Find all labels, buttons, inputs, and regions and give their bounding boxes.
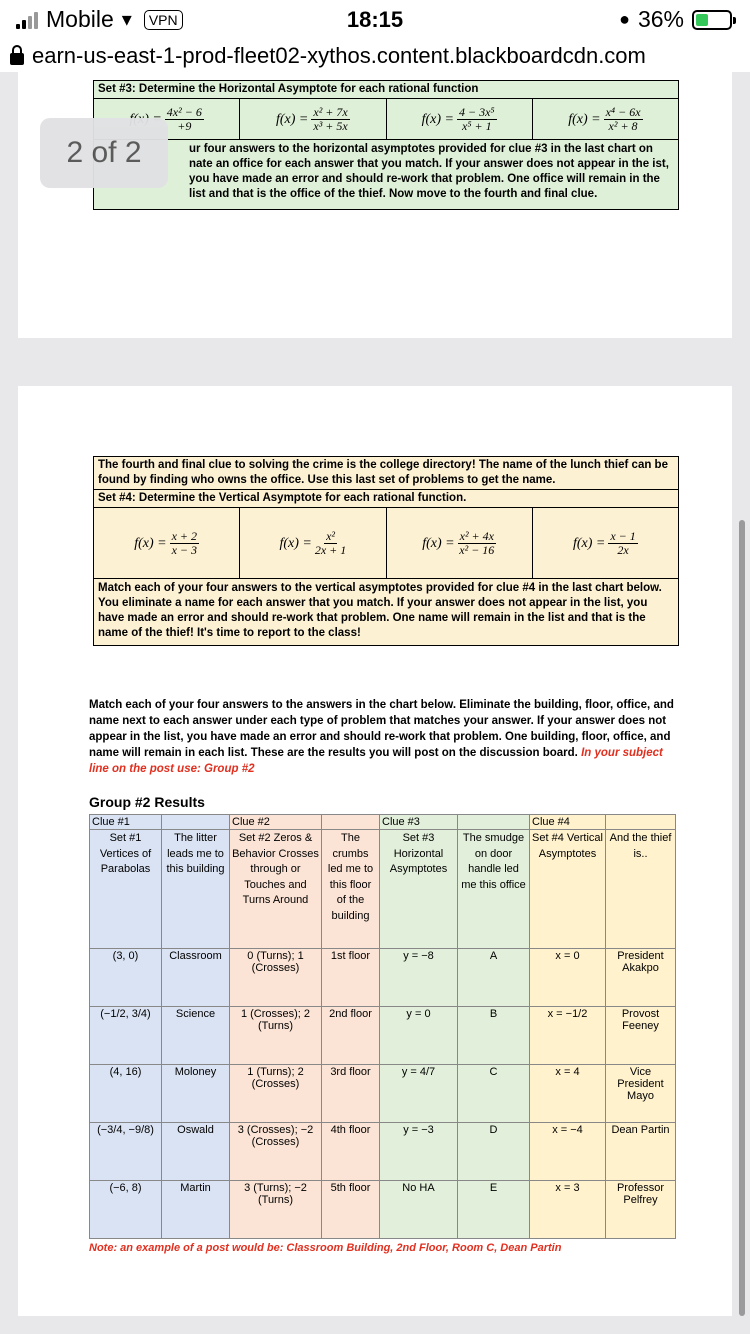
- table-cell: A: [458, 949, 530, 1007]
- column-description: The crumbs led me to this floor of the building: [322, 830, 380, 949]
- table-cell: B: [458, 1007, 530, 1065]
- clue-header: Clue #4: [530, 815, 606, 830]
- table-cell: 3 (Turns); −2 (Turns): [230, 1181, 322, 1239]
- table-cell: 3rd floor: [322, 1065, 380, 1123]
- table-cell: C: [458, 1065, 530, 1123]
- column-description: Set #3 Horizontal Asymptotes: [380, 830, 458, 949]
- table-cell: Classroom: [162, 949, 230, 1007]
- results-title: Group #2 Results: [89, 794, 205, 810]
- set3-box: [93, 80, 679, 210]
- table-cell: 1st floor: [322, 949, 380, 1007]
- address-bar[interactable]: [0, 40, 750, 72]
- set4-box: [93, 456, 679, 646]
- table-cell: Martin: [162, 1181, 230, 1239]
- table-cell: D: [458, 1123, 530, 1181]
- table-cell: 2nd floor: [322, 1007, 380, 1065]
- clue-header: [162, 815, 230, 830]
- set3-instructions: ur four answers to the horizontal asymptotes provided for clue #3 in the last chart on nate an office for each answer that you match. If your answer does not appear in the ist, you have made an error and should re-work that problem. One office will remain in the list and that is the office of the thief. Now move to the fourth and final clue.: [189, 143, 669, 200]
- table-row: [90, 1007, 676, 1065]
- column-description: Set #1 Vertices of Parabolas: [90, 830, 162, 949]
- set4-instructions: Match each of your four answers to the vertical asymptotes provided for clue #4 in the last chart below. You eliminate a name for each answer that you match. If your answer does not appear in the list, you have made an error and should re-work that problem. One name will remain in the list and that is the name of the thief! It's time to report to the class!: [98, 582, 662, 639]
- wifi-icon: ▾: [121, 9, 132, 31]
- table-cell: Professor Pelfrey: [606, 1181, 676, 1239]
- set4-title: Set #4: Determine the Vertical Asymptote for each rational function.: [94, 490, 678, 508]
- match-instructions: Match each of your four answers to the answers in the chart below. Eliminate the building, floor, office, and name next to each answer under each type of problem that matches your answer. If your answer does not appear in the list, you have made an error and should re-work that problem. One building, floor, office, and name will remain in each list. These are the results you will post on the discussion board. In your subject line on the post use: Group #2: [89, 699, 674, 775]
- battery-icon: [692, 10, 732, 30]
- column-description: The smudge on door handle led me this office: [458, 830, 530, 949]
- table-cell: x = −4: [530, 1123, 606, 1181]
- clue-header: [458, 815, 530, 830]
- table-cell: Provost Feeney: [606, 1007, 676, 1065]
- set3-eq-4: f(x) = $\frac{\text{x⁴ − 6x}}{\text{x² + 8}}$: [568, 104, 641, 133]
- scrollbar[interactable]: [739, 520, 745, 1316]
- table-cell: No HA: [380, 1181, 458, 1239]
- table-cell: Moloney: [162, 1065, 230, 1123]
- clue-header: Clue #1: [90, 815, 162, 830]
- set4-eq-3: f(x) = $\frac{\text{x² + 4x}}{\text{x² − 16}}$: [387, 508, 533, 578]
- battery-fill: [696, 14, 708, 26]
- carrier-label: Mobile: [46, 6, 114, 32]
- pdf-page-1: [18, 72, 732, 338]
- table-cell: x = 3: [530, 1181, 606, 1239]
- lock-icon: [10, 53, 24, 65]
- set4-eq-2: f(x) = $\frac{\text{x²}}{2x + 1}$: [240, 508, 386, 578]
- description-row: [90, 830, 676, 949]
- table-row: [90, 1065, 676, 1123]
- table-cell: Dean Partin: [606, 1123, 676, 1181]
- set3-equations: [94, 99, 678, 140]
- set3-title: Set #3: Determine the Horizontal Asymptote for each rational function: [94, 81, 678, 99]
- battery-percent: 36%: [637, 6, 684, 32]
- set4-intro: The fourth and final clue to solving the crime is the college directory! The name of the lunch thief can be found by finding who owns the office. Use this last set of problems to get the name.: [94, 457, 678, 490]
- clue-header: Clue #2: [230, 815, 322, 830]
- example-note: Note: an example of a post would be: Classroom Building, 2nd Floor, Room C, Dean Partin: [89, 1242, 562, 1254]
- table-row: [90, 949, 676, 1007]
- column-description: Set #4 Vertical Asymptotes: [530, 830, 606, 949]
- set4-equations: [94, 508, 678, 579]
- table-cell: (−1/2, 3/4): [90, 1007, 162, 1065]
- table-cell: (−3/4, −9/8): [90, 1123, 162, 1181]
- results-table: [89, 814, 676, 1239]
- status-bar: [0, 0, 750, 40]
- table-cell: 1 (Turns); 2 (Crosses): [230, 1065, 322, 1123]
- table-cell: 1 (Crosses); 2 (Turns): [230, 1007, 322, 1065]
- set3-eq-1: $\frac{\text{4x² − 6}}{+9}$: [94, 99, 240, 139]
- set4-eq-4: f(x) = $\frac{x - 1}{2x}$: [572, 528, 636, 557]
- table-cell: Vice President Mayo: [606, 1065, 676, 1123]
- clue-header-row: [90, 815, 676, 830]
- table-cell: x = 0: [530, 949, 606, 1007]
- set3-eq-2: f(x) = $\frac{\text{x² + 7x}}{\text{x³ + 5x}}$: [240, 99, 386, 139]
- moon-icon: ●: [619, 9, 630, 29]
- url-text: earn-us-east-1-prod-fleet02-xythos.content.blackboardcdn.com: [32, 43, 646, 68]
- vpn-badge: VPN: [144, 10, 183, 30]
- table-cell: 3 (Crosses); −2 (Crosses): [230, 1123, 322, 1181]
- table-cell: x = 4: [530, 1065, 606, 1123]
- column-description: The litter leads me to this building: [162, 830, 230, 949]
- table-cell: (4, 16): [90, 1065, 162, 1123]
- table-cell: Science: [162, 1007, 230, 1065]
- clue-header: [606, 815, 676, 830]
- set3-eq-3: f(x) = $\frac{\text{4 − 3x⁵}}{\text{x⁵ + 1}}$: [387, 99, 533, 139]
- table-cell: y = 0: [380, 1007, 458, 1065]
- table-cell: (3, 0): [90, 949, 162, 1007]
- table-row: [90, 1181, 676, 1239]
- subject-line-instruction: In your subject line on the post use: Group #2: [89, 747, 663, 775]
- table-cell: 4th floor: [322, 1123, 380, 1181]
- clue-header: Clue #3: [380, 815, 458, 830]
- table-cell: 5th floor: [322, 1181, 380, 1239]
- table-cell: Oswald: [162, 1123, 230, 1181]
- table-cell: President Akakpo: [606, 949, 676, 1007]
- table-cell: y = −8: [380, 949, 458, 1007]
- table-row: [90, 1123, 676, 1181]
- table-cell: x = −1/2: [530, 1007, 606, 1065]
- table-cell: (−6, 8): [90, 1181, 162, 1239]
- table-cell: y = −3: [380, 1123, 458, 1181]
- table-cell: 0 (Turns); 1 (Crosses): [230, 949, 322, 1007]
- clue-header: [322, 815, 380, 830]
- column-description: Set #2 Zeros & Behavior Crosses through or Touches and Turns Around: [230, 830, 322, 949]
- table-cell: y = 4/7: [380, 1065, 458, 1123]
- clock: 18:15: [346, 7, 404, 32]
- page-indicator: 2 of 2: [40, 118, 168, 188]
- table-cell: E: [458, 1181, 530, 1239]
- set4-eq-1: f(x) = $\frac{x + 2}{x - 3}$: [94, 508, 240, 578]
- column-description: And the thief is..: [606, 830, 676, 949]
